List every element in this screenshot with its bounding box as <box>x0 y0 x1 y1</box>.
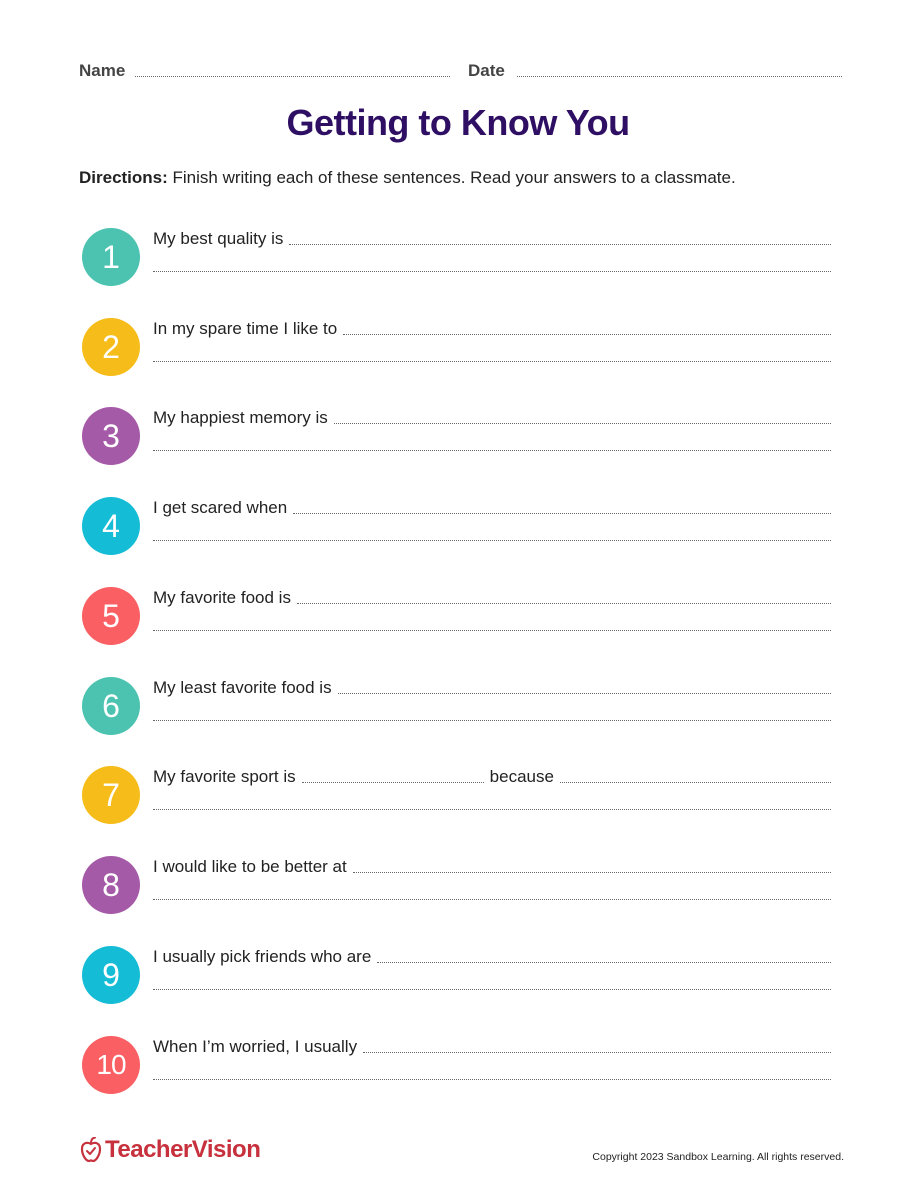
answer-line[interactable] <box>153 450 831 451</box>
answer-line[interactable] <box>153 809 831 810</box>
answer-line[interactable] <box>153 1079 831 1080</box>
answer-line[interactable] <box>297 603 831 604</box>
prompt-text: I get scared when <box>153 498 288 517</box>
number-badge: 4 <box>82 497 140 555</box>
answer-line[interactable] <box>293 513 831 514</box>
answer-line[interactable] <box>289 244 831 245</box>
prompt-text: My favorite food is <box>153 588 291 607</box>
answer-line[interactable] <box>153 899 831 900</box>
answer-line[interactable] <box>343 334 831 335</box>
teachervision-logo <box>80 1136 260 1164</box>
number-badge: 5 <box>82 587 140 645</box>
answer-line[interactable] <box>302 782 484 783</box>
number-badge: 1 <box>82 228 140 286</box>
number-badge: 8 <box>82 856 140 914</box>
copyright-text: Copyright 2023 Sandbox Learning. All rights reserved. <box>592 1151 844 1163</box>
prompt-text-because: because <box>489 767 554 786</box>
list-item <box>0 856 916 936</box>
logo-text: TeacherVision <box>105 1136 261 1163</box>
list-item <box>0 946 916 1026</box>
answer-line[interactable] <box>377 962 831 963</box>
answer-line[interactable] <box>334 423 831 424</box>
directions-text: Finish writing each of these sentences. Read your answers to a classmate. <box>167 168 736 187</box>
number-badge: 9 <box>82 946 140 1004</box>
apple-icon <box>80 1137 102 1163</box>
list-item <box>0 1036 916 1116</box>
prompt-text: My least favorite food is <box>153 678 332 697</box>
number-badge: 10 <box>82 1036 140 1094</box>
list-item <box>0 766 916 846</box>
directions-label: Directions: <box>79 168 168 187</box>
answer-line[interactable] <box>338 693 831 694</box>
prompt-text: I usually pick friends who are <box>153 947 372 966</box>
answer-line[interactable] <box>153 720 831 721</box>
list-item <box>0 497 916 577</box>
answer-line[interactable] <box>153 361 831 362</box>
prompt-text: In my spare time I like to <box>153 319 338 338</box>
number-badge: 7 <box>82 766 140 824</box>
list-item <box>0 407 916 487</box>
number-badge: 2 <box>82 318 140 376</box>
name-field-line[interactable] <box>135 76 450 77</box>
date-field-line[interactable] <box>517 76 842 77</box>
name-label: Name <box>79 61 126 80</box>
answer-line[interactable] <box>363 1052 831 1053</box>
answer-line[interactable] <box>153 540 831 541</box>
date-label: Date <box>468 61 505 80</box>
page-title: Getting to Know You <box>286 102 630 143</box>
number-badge: 6 <box>82 677 140 735</box>
answer-line[interactable] <box>153 989 831 990</box>
answer-line[interactable] <box>153 630 831 631</box>
answer-line[interactable] <box>560 782 831 783</box>
answer-line[interactable] <box>153 271 831 272</box>
list-item <box>0 677 916 757</box>
prompt-text: I would like to be better at <box>153 857 347 876</box>
list-item <box>0 587 916 667</box>
directions <box>79 168 736 188</box>
prompt-text: My happiest memory is <box>153 408 328 427</box>
prompt-text: My favorite sport is <box>153 767 296 786</box>
list-item <box>0 318 916 398</box>
list-item <box>0 228 916 308</box>
number-badge: 3 <box>82 407 140 465</box>
answer-line[interactable] <box>353 872 831 873</box>
prompt-text: My best quality is <box>153 229 284 248</box>
prompt-text: When I’m worried, I usually <box>153 1037 358 1056</box>
